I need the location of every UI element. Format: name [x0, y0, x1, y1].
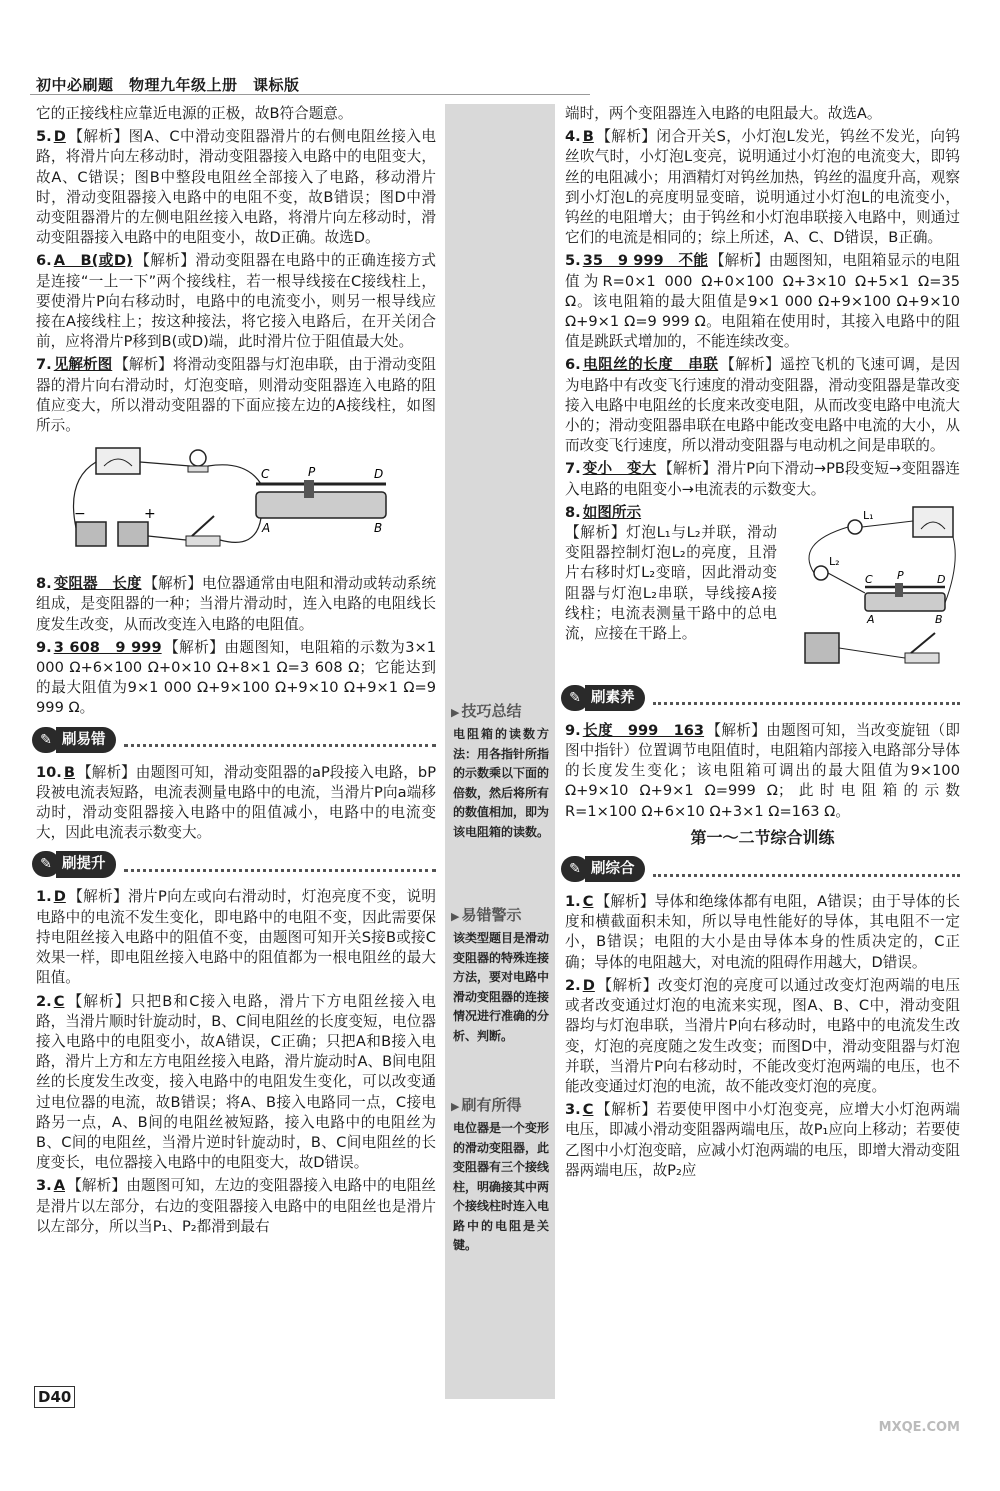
- item-text: 【解析】若要使甲图中小灯泡变亮，应增大小灯泡两端电压，即减小滑动变阻器两端电压，故P₁应向上移动；若要使乙图中小灯泡变暗，应减小灯泡两端的电压，即增大滑动变阻器两端电压，故P₂应: [565, 1101, 960, 1179]
- right-item-4: [565, 127, 960, 248]
- bulb-l1-icon: [848, 520, 862, 534]
- item-text: 【解析】滑片P向下滑动→PB段变短→变阻器连入电路的电阻变小→电流表的示数变大。: [565, 460, 960, 498]
- item-text: 【解析】滑动变阻器在电路中的正确连接方式是连接“一上一下”两个接线柱，若一根导线接在C接线柱上，要使滑片P向右移动时，电路中的电流变小，则另一根导线应接在A接线柱上；按这种接法，将它接入电路后，在开关闭合前，应将滑片P移到B(或D)端，此时滑片位于阻值最大处。: [36, 252, 436, 351]
- item-number: 10.: [36, 763, 62, 781]
- item-text: 【解析】由题图可知，滑动变阻器的aP段接入电路，bP段被电流表短路，电流表测量电路中的电流，当滑片P向a端移动时，滑动变阻器接入电路中的阻值减小，电路中的电流变大，因此电流表示数变大。: [36, 763, 436, 842]
- tisheng-item-1: [36, 887, 436, 988]
- arrow-icon: ▶: [451, 1100, 460, 1113]
- subsection-title: 第一～二节综合训练: [690, 827, 835, 847]
- suyang-item-9: [565, 721, 960, 822]
- item-number: 2.: [36, 992, 52, 1010]
- item-answer: B: [63, 763, 75, 781]
- item-text: 【解析】灯泡L₁与L₂并联，滑动变阻器控制灯泡L₂的亮度，且滑片右移时灯L₂变暗，因此滑动变阻器与灯泡L₂串联，导线接A接线柱；电流表测量干路中的总电流，应接在干路上。: [565, 524, 777, 643]
- item-text: 端时，两个变阻器连入电路的电阻最大。故选A。: [565, 105, 882, 122]
- rheostat-icon: [865, 593, 945, 611]
- item-number: 9.: [565, 721, 581, 739]
- label-p: P: [897, 568, 904, 582]
- section-badge-tisheng: [32, 851, 436, 877]
- label-l2: L₂: [829, 554, 840, 568]
- badge-label: 刷易错: [56, 727, 116, 753]
- item-text: 【解析】由题图可知，左边的变阻器接入电路中的电阻丝是滑片以左部分，右边的变阻器接入电路中的电阻丝也是滑片以左部分，所以当P₁、P₂都滑到最右: [36, 1177, 436, 1235]
- item-text: 【解析】将滑动变阻器与灯泡串联，由于滑动变阻器的滑片向右滑动时，灯泡变暗，则滑动变阻器连入电路的阻值应变大，所以滑动变阻器的下面应接左边的A接线柱，如图所示。: [36, 356, 436, 435]
- circuit-figure-right: [785, 503, 960, 673]
- section-badge-yicuo: [32, 727, 436, 753]
- item-answer: D: [53, 888, 66, 906]
- badge-label: 刷综合: [585, 856, 645, 882]
- circuit-figure-left: [56, 440, 416, 568]
- left-item-7: [36, 355, 436, 436]
- item-number: 6.: [36, 252, 52, 270]
- label-b: B: [374, 521, 383, 536]
- side-notes-column: [445, 104, 555, 1399]
- item-number: 8.: [565, 503, 581, 521]
- label-c: C: [865, 572, 873, 586]
- item-number: 7.: [36, 356, 52, 374]
- item-text: 【解析】由题图知，电阻箱显示的电阻值为R=0×1 000 Ω+0×100 Ω+3×10 Ω+5×1 Ω=35 Ω。该电阻箱的最大阻值是9×1 000 Ω+9×100 Ω+9×10 Ω+9×1 Ω=9 999 Ω。电阻箱在使用时，其接入电路中的阻值是跳跃式增加的，不能连续改变。: [565, 252, 960, 351]
- item-text: 【解析】遥控飞机的飞速可调，是因为电路中有改变飞行速度的滑动变阻器，滑动变阻器是靠改变接入电路中电阻丝的长度来改变电阻，从而改变电路中电流大小的；滑动变阻器串联在电路中能改变电路中电流的大小，从而改变飞行速度，所以滑动变阻器与电动机之间是串联的。: [565, 356, 960, 455]
- header-rule: [30, 94, 590, 95]
- left-column: [36, 104, 436, 1240]
- brush-icon: ✎: [561, 856, 589, 882]
- item-answer: 变小 变大: [582, 460, 657, 478]
- item-number: 3.: [565, 1101, 581, 1119]
- note-body: 电位器是一个变形的滑动变阻器，此变阻器有三个接线柱，明确接其中两个接线柱时连入电路中的电阻是关键。: [453, 1121, 550, 1252]
- tisheng-item-3: [36, 1176, 436, 1237]
- brush-icon: ✎: [32, 727, 60, 753]
- bulb-icon: [190, 450, 206, 466]
- item-text: 【解析】由题图知，电阻箱的示数为3×1 000 Ω+6×100 Ω+0×10 Ω+8×1 Ω=3 608 Ω；它能达到的最大阻值为9×1 000 Ω+9×100 Ω+9×10 Ω+9×1 Ω=9 999 Ω。: [36, 638, 436, 717]
- badge-divider: [653, 690, 961, 705]
- label-minus: −: [74, 506, 86, 523]
- badge-divider: [653, 862, 961, 877]
- item-number: 3.: [36, 1177, 52, 1195]
- item-text: 【解析】滑片P向左或向右滑动时，灯泡亮度不变，说明电路中的电流不发生变化，即电路中的电阻不变，因此需要保持电阻丝接入电路中的阻值不变，由题图可知开关S接B或接C效果一样，即电阻丝接入电路中的阻值都为一根电阻丝的最大阻值。: [36, 888, 436, 987]
- item-number: 1.: [36, 888, 52, 906]
- switch-icon: [905, 653, 939, 663]
- item-answer: C: [582, 893, 594, 911]
- running-header: 初中必刷题 物理九年级上册 课标版: [36, 76, 300, 94]
- label-plus: +: [144, 506, 156, 523]
- page-number: D40: [34, 1386, 75, 1408]
- side-note-warning: [445, 904, 555, 1046]
- left-item-10: [36, 763, 436, 844]
- watermark: MXQE.COM: [878, 1420, 960, 1435]
- left-item-8: [36, 574, 436, 635]
- item-text: 它的正接线柱应靠近电源的正极，故B符合题意。: [36, 105, 353, 122]
- item-number: 7.: [565, 460, 581, 478]
- battery-icon: [805, 633, 839, 663]
- item-answer: 长度 999 163: [582, 721, 705, 739]
- left-item-9: [36, 638, 436, 719]
- section-badge-zonghe: [561, 856, 960, 882]
- item-text: 【解析】导体和绝缘体都有电阻，A错误；由于导体的长度和横截面积未知，所以导电性能好的导体，其电阻不一定小，B错误；电阻的大小是由导体本身的性质决定的，C正确；导体的电阻越大，对电流的阻碍作用越大，D错误。: [565, 893, 960, 971]
- item-number: 5.: [36, 128, 52, 146]
- circuit-diagram: [56, 440, 416, 568]
- badge-divider: [124, 857, 437, 872]
- item-number: 9.: [36, 638, 52, 656]
- item-text: 【解析】闭合开关S，小灯泡L发光，钨丝不发光，向钨丝吹气时，小灯泡L变亮，说明通过小灯泡的电流变大，即钨丝的电阻减小；用酒精灯对钨丝加热，钨丝的温度升高，观察到小灯泡L的亮度明显变暗，说明通过小灯泡L的电流变小，钨丝的电阻增大；由于钨丝和小灯泡串联接入电路中，则通过它们的电流是相同的；综上所述，A、C、D错误，B正确。: [565, 128, 960, 247]
- item-text: 【解析】电位器通常由电阻和滑动或转动系统组成，是变阻器的一种；当滑片滑动时，连入电路的电阻线长度发生改变，从而改变连入电路的电阻值。: [36, 575, 436, 633]
- section-badge-suyang: [561, 685, 960, 711]
- rheostat-icon: [256, 492, 386, 518]
- label-d: D: [937, 572, 946, 586]
- label-a: A: [262, 521, 271, 536]
- note-body: 电阻箱的读数方法：用各指针所指的示数乘以下面的倍数，然后将所有的数值相加，即为该电阻箱的读数。: [453, 727, 550, 839]
- zonghe-item-2: [565, 976, 960, 1097]
- item-number: 1.: [565, 893, 581, 911]
- item-answer: 见解析图: [53, 356, 113, 374]
- battery-icon: [76, 522, 106, 546]
- circuit-diagram: [785, 503, 960, 673]
- item-number: 4.: [565, 128, 581, 146]
- zonghe-item-3: [565, 1100, 960, 1181]
- tisheng-item-2: [36, 992, 436, 1174]
- item-answer: 电阻丝的长度 串联: [582, 356, 719, 374]
- note-title: 刷有所得: [461, 1096, 522, 1114]
- item-answer: D: [582, 976, 595, 994]
- item-text: 【解析】图A、C中滑动变阻器滑片的右侧电阻丝接入电路，将滑片向左移动时，滑动变阻器接入电路中的电阻变大，故A、C错误；图B中整段电阻丝全部接入了电路，移动滑片时，滑动变阻器接入电路中的电阻不变，故B错误；图D中滑动变阻器滑片的左侧电阻丝接入电路，将滑片向左移动时，滑动变阻器接入电路中的电阻变小，故D正确。故选D。: [36, 128, 436, 247]
- item-answer: 如图所示: [582, 503, 642, 521]
- item-number: 8.: [36, 575, 52, 593]
- arrow-icon: ▶: [451, 706, 460, 719]
- badge-label: 刷提升: [56, 851, 116, 877]
- label-l1: L₁: [863, 508, 874, 522]
- item-answer: B: [582, 128, 594, 146]
- ammeter-icon: [96, 448, 140, 474]
- note-body: 该类型题目是滑动变阻器的特殊连接方法，要对电路中滑动变阻器的连接情况进行准确的分析、判断。: [453, 931, 550, 1043]
- battery-icon: [118, 522, 148, 546]
- item-number: 5.: [565, 252, 581, 270]
- switch-icon: [186, 536, 220, 546]
- note-title: 技巧总结: [461, 702, 522, 720]
- zonghe-item-1: [565, 892, 960, 973]
- item-answer: 35 9 999 不能: [582, 252, 708, 270]
- arrow-icon: ▶: [451, 910, 460, 923]
- label-a: A: [867, 612, 875, 626]
- item-text: 【解析】改变灯泡的亮度可以通过改变灯泡两端的电压或者改变通过灯泡的电流来实现，图A、B、C中，滑动变阻器均与灯泡串联，当滑片P向右移动时，电路中的电流发生改变，灯泡的亮度随之发生改变；而图D中，滑动变阻器与灯泡并联，当滑片P向右移动时，不能改变灯泡两端的电压，也不能改变通过灯泡的电流，故不能改变灯泡的亮度。: [565, 976, 960, 1095]
- right-item-8: [565, 503, 960, 677]
- label-d: D: [374, 467, 384, 482]
- item-answer: A B(或D): [53, 252, 133, 270]
- right-item-6: [565, 355, 960, 456]
- label-c: C: [261, 467, 270, 482]
- label-b: B: [935, 612, 943, 626]
- item-text: 【解析】只把B和C接入电路，滑片下方电阻丝接入电路，当滑片顺时针旋动时，B、C间电阻丝的长度变短，电位器接入电路中的电阻变小，故A错误，C正确；只把A和B接入电路，滑片上方和左方电阻丝接入电路，滑片旋动时A、B间电阻丝的长度发生改变，接入电路中的电阻发生变化，可以改变通过电位器的电流，故B错误；将A、B接入电路同一点，C接电路另一点，A、B间的电阻丝被短路，接入电路中的电阻丝为B、C间的电阻丝，当滑片逆时针旋动时，B、C间电阻丝的长度变长，电位器接入电路中的电阻变大，故D错误。: [36, 992, 436, 1172]
- brush-icon: ✎: [32, 851, 60, 877]
- item-answer: 3 608 9 999: [53, 638, 162, 656]
- badge-divider: [124, 732, 437, 747]
- item-text: 【解析】由题图可知，当改变旋钮（即图中指针）位置调节电阻值时，电阻箱内部接入电路部分导体的长度发生变化；该电阻箱可调出的最大阻值为9×100 Ω+9×10 Ω+9×1 Ω=999 Ω；此时电阻箱的示数R=1×100 Ω+6×10 Ω+3×1 Ω=163 Ω。: [565, 721, 960, 820]
- side-note-tip: [445, 700, 555, 842]
- left-item-0: [36, 104, 436, 124]
- left-item-6: [36, 251, 436, 352]
- label-p: P: [308, 465, 316, 480]
- left-item-5: [36, 127, 436, 248]
- note-title: 易错警示: [461, 906, 522, 924]
- item-answer: A: [53, 1177, 65, 1195]
- item-answer: C: [582, 1101, 594, 1119]
- bulb-l2-icon: [814, 566, 828, 580]
- item-answer: C: [53, 992, 65, 1010]
- right-column: [565, 104, 960, 1184]
- item-number: 6.: [565, 356, 581, 374]
- right-item-5: [565, 251, 960, 352]
- item-answer: D: [53, 128, 66, 146]
- item-answer: 变阻器 长度: [53, 575, 142, 593]
- item-number: 2.: [565, 976, 581, 994]
- side-note-gain: [445, 1094, 555, 1256]
- right-item-0: [565, 104, 960, 124]
- brush-icon: ✎: [561, 685, 589, 711]
- badge-label: 刷素养: [585, 685, 645, 711]
- right-item-7: [565, 459, 960, 499]
